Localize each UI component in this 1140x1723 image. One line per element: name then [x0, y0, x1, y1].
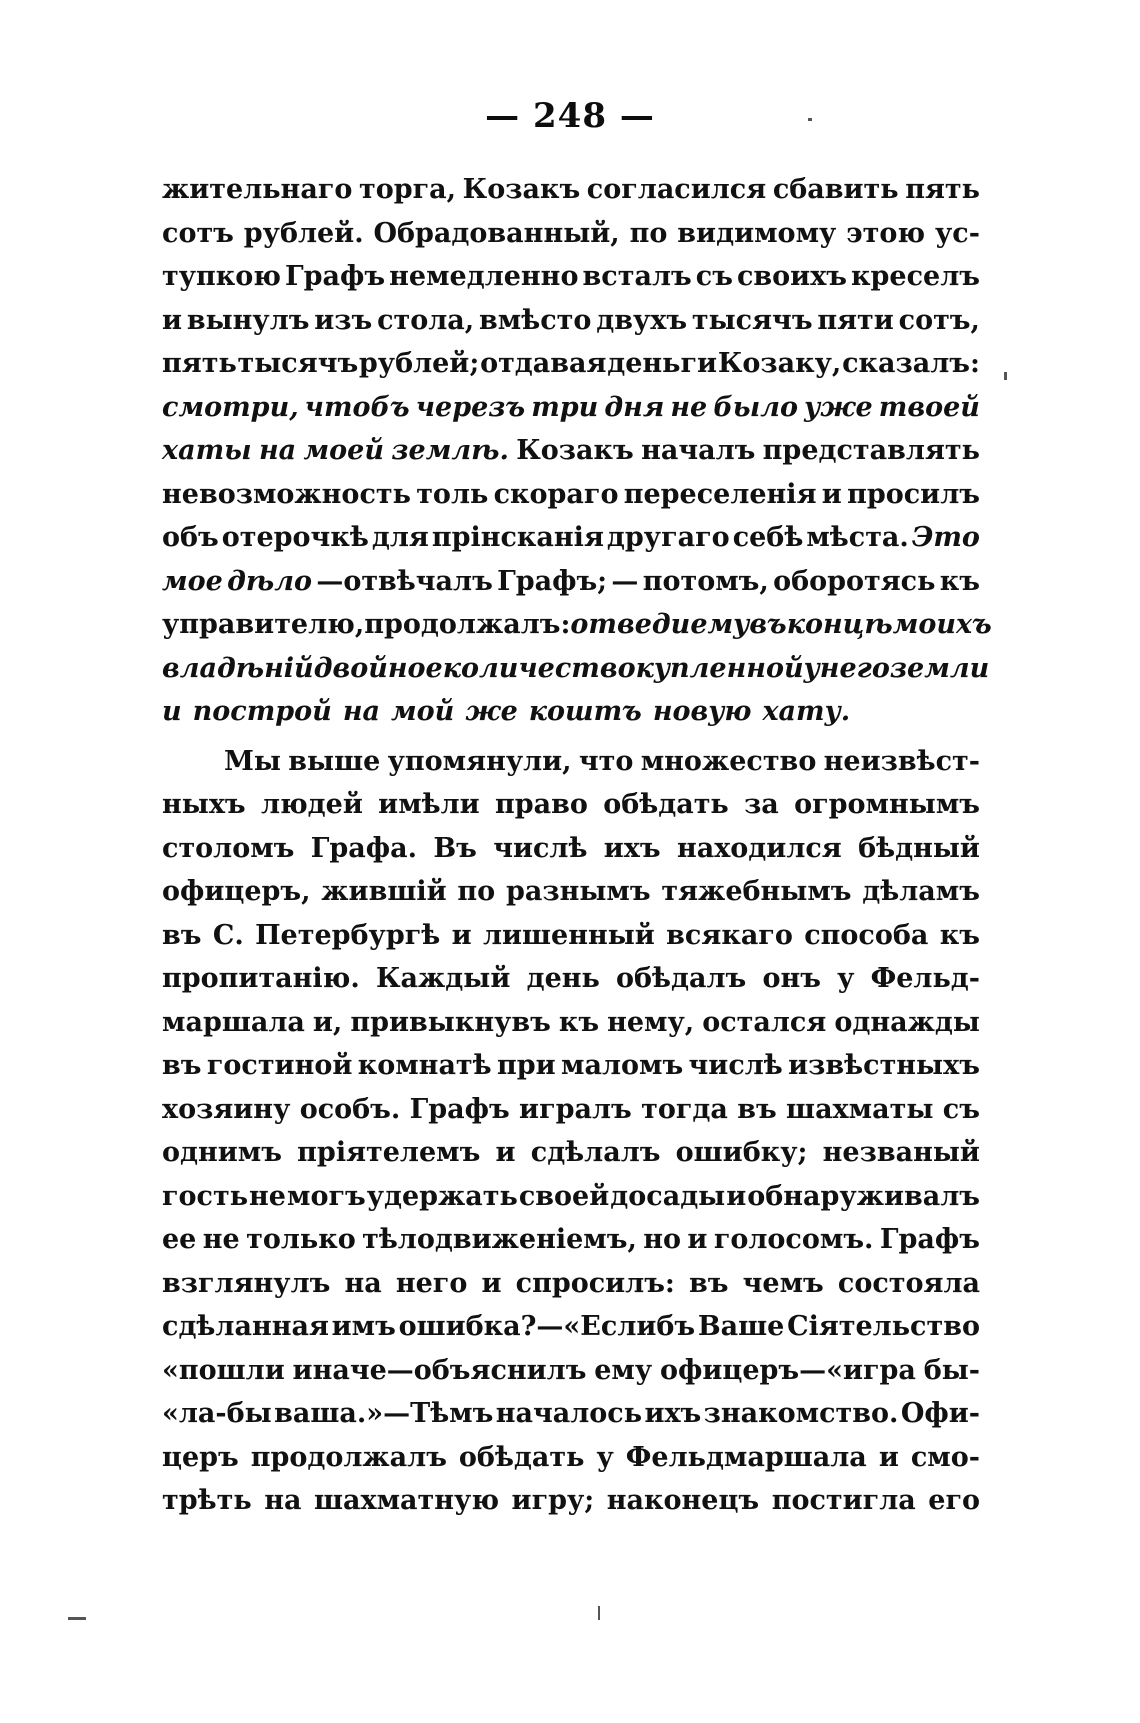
text-line — [162, 1305, 980, 1349]
word: и, — [312, 1006, 343, 1038]
word: удержать — [366, 1180, 518, 1212]
word: постигла — [771, 1485, 916, 1516]
word: маломъ — [561, 1050, 684, 1081]
word: «пошли — [162, 1354, 285, 1386]
word: право — [495, 789, 588, 820]
word: Графъ — [879, 1224, 980, 1255]
word: незваный — [822, 1137, 980, 1168]
word: Козаку, — [717, 348, 842, 379]
word: всякаго — [666, 919, 793, 951]
word: шахматную — [313, 1485, 500, 1516]
text-line — [162, 342, 980, 386]
word: Офи- — [900, 1398, 980, 1429]
word: дѣло — [227, 565, 313, 597]
word: для — [371, 522, 429, 553]
word: иначе—объяснилъ — [292, 1354, 587, 1386]
word: него — [395, 1267, 468, 1299]
word: и — [495, 1137, 516, 1168]
word: сдѣланная — [162, 1311, 329, 1342]
word: ихъ — [644, 1398, 702, 1429]
word: лишенный — [482, 919, 655, 951]
word: день — [526, 963, 600, 994]
word: спросилъ: — [515, 1267, 675, 1299]
word: нему, — [607, 1006, 695, 1038]
word: обѣдалъ — [616, 963, 747, 994]
word: при — [497, 1050, 556, 1081]
word: рублей; — [358, 348, 480, 379]
word: сотъ, — [898, 304, 980, 336]
word: этою — [846, 217, 926, 249]
word: управителю, — [162, 609, 365, 640]
text-line — [162, 740, 980, 784]
text-line — [162, 1088, 980, 1132]
word: чтобъ — [304, 391, 410, 423]
word: къ — [558, 1006, 600, 1038]
text-line — [162, 168, 980, 212]
word: досады — [610, 1180, 726, 1212]
word: шахматы — [786, 1093, 934, 1125]
word: только — [246, 1224, 356, 1255]
word: чемъ — [742, 1267, 824, 1299]
word: пять — [162, 348, 237, 379]
word: его — [928, 1485, 980, 1516]
word: и — [481, 1267, 502, 1299]
text-line — [162, 473, 980, 517]
word: взглянулъ — [162, 1267, 331, 1299]
word: толь — [416, 478, 489, 510]
word: церъ — [162, 1441, 239, 1473]
word: изъ — [314, 304, 373, 336]
word: по — [457, 876, 496, 907]
word: прінсканія — [431, 522, 604, 553]
text-line — [162, 870, 980, 914]
text-line — [162, 647, 990, 691]
word: съ — [695, 261, 733, 292]
word: отерочкѣ — [221, 522, 369, 553]
word: — — [611, 565, 639, 597]
word: продолжалъ — [250, 1441, 447, 1473]
word: числѣ — [493, 832, 588, 864]
word: концѣ — [786, 609, 893, 640]
text-line — [162, 299, 980, 343]
body-text — [162, 168, 992, 1523]
word: моихъ — [892, 609, 992, 640]
word: остался — [702, 1006, 827, 1038]
word: владѣній — [162, 652, 314, 684]
word: въ — [749, 609, 787, 640]
word: особъ. — [299, 1093, 401, 1125]
word: «ла-бы — [162, 1398, 272, 1429]
word: коштъ — [528, 696, 642, 727]
word: переселенія — [623, 478, 817, 510]
word: моей — [303, 435, 384, 466]
word: имѣли — [378, 789, 480, 820]
word: по — [629, 217, 668, 249]
word: игру; — [511, 1485, 595, 1516]
word: ошибку; — [675, 1137, 808, 1168]
word: знакомство. — [703, 1398, 899, 1429]
text-line — [162, 429, 980, 473]
text-line — [162, 212, 980, 256]
word: сотъ — [162, 217, 234, 249]
word: тяжебнымъ — [661, 876, 852, 907]
word: Въ — [433, 832, 477, 864]
word: упомянули, — [387, 745, 572, 777]
word: и — [162, 304, 183, 336]
word: съ — [942, 1093, 980, 1125]
word: Петербургѣ — [255, 919, 441, 951]
text-line — [162, 386, 980, 430]
text-line — [162, 1218, 980, 1262]
word: пять — [905, 174, 980, 205]
word: смотри, — [162, 391, 299, 423]
text-line — [162, 914, 980, 958]
word: сказалъ: — [842, 348, 980, 379]
word: не — [202, 1224, 240, 1255]
word: купленной — [635, 652, 804, 684]
word: извѣстныхъ — [788, 1050, 980, 1081]
word: въ — [689, 1267, 729, 1299]
word: видимому — [677, 217, 837, 249]
word: ихъ — [603, 832, 661, 864]
word: деньги — [607, 348, 718, 379]
word: однимъ — [162, 1137, 282, 1168]
text-line — [162, 1001, 980, 1045]
word: въ — [737, 1093, 777, 1125]
word: немедленно — [389, 261, 579, 292]
word: него — [819, 652, 890, 684]
word: множество — [640, 745, 817, 777]
word: мое — [162, 565, 223, 597]
word: Ваше — [697, 1311, 785, 1342]
word: Графъ — [285, 261, 386, 292]
scan-speck — [598, 1606, 600, 1620]
word: черезъ — [415, 391, 526, 423]
word: маршала — [162, 1006, 305, 1038]
word: смо- — [910, 1441, 980, 1473]
word: и — [726, 1180, 747, 1212]
word: сбавить — [772, 174, 899, 205]
word: объ — [162, 522, 219, 553]
word: неизвѣст- — [823, 745, 980, 777]
word: тѣлодвиженіемъ, — [362, 1224, 637, 1255]
word: могъ — [286, 1180, 366, 1212]
word: у — [803, 652, 820, 684]
word: выше — [288, 745, 381, 777]
word: игралъ — [519, 1093, 632, 1125]
word: дѣламъ — [862, 876, 980, 907]
word: не — [670, 391, 708, 423]
word: Фельд- — [870, 963, 980, 994]
scan-speck — [1004, 372, 1007, 380]
text-line — [162, 1436, 980, 1480]
word: Сіятельство — [787, 1311, 980, 1342]
word: пріятелемъ — [297, 1137, 481, 1168]
word: но — [643, 1224, 682, 1255]
word: тысячъ — [691, 304, 813, 336]
word: онъ — [762, 963, 821, 994]
word: за — [744, 789, 779, 820]
word: твоей — [878, 391, 980, 423]
word: жившій — [321, 876, 447, 907]
word: однажды — [834, 1006, 980, 1038]
text-line — [162, 1262, 980, 1306]
word: у — [596, 1441, 614, 1473]
word: наконецъ — [606, 1485, 760, 1516]
word: и — [821, 478, 842, 510]
word: себѣ — [732, 522, 804, 553]
word: ее — [162, 1224, 197, 1255]
word: скораго — [493, 478, 619, 510]
word: гость — [162, 1180, 249, 1212]
word: ему — [594, 1354, 653, 1386]
text-line — [162, 255, 980, 299]
word: и — [162, 696, 182, 727]
word: и — [687, 1224, 708, 1255]
word: на — [342, 696, 380, 727]
word: двойное — [313, 652, 443, 684]
word: гостиной — [206, 1050, 353, 1081]
word: состояла — [837, 1267, 980, 1299]
word: комнатѣ — [357, 1050, 492, 1081]
word: земли — [889, 652, 990, 684]
word: офицеръ—«игра — [659, 1354, 916, 1386]
text-line — [162, 783, 980, 827]
word: три — [531, 391, 599, 423]
word: бѣдный — [858, 832, 980, 864]
word: въ — [162, 1050, 202, 1081]
word: стола, — [377, 304, 475, 336]
word: своихъ — [736, 261, 847, 292]
word: ныхъ — [162, 789, 246, 820]
text-line — [162, 1131, 980, 1175]
word: Каждый — [375, 963, 511, 994]
word: ус- — [935, 217, 980, 249]
word: на — [344, 1267, 382, 1299]
word: на — [264, 1485, 302, 1516]
text-line — [162, 1392, 980, 1436]
word: огромнымъ — [794, 789, 980, 820]
word: двухъ — [596, 304, 688, 336]
text-line — [162, 1349, 980, 1393]
word: Обрадованный, — [373, 217, 620, 249]
word: къ — [939, 919, 980, 951]
word: не — [249, 1180, 286, 1212]
word: обнаруживалъ — [747, 1180, 980, 1212]
word: у — [837, 963, 855, 994]
word: Козакъ — [462, 174, 581, 205]
word: привыкнувъ — [350, 1006, 551, 1038]
word: было — [713, 391, 799, 423]
word: Козакъ — [516, 435, 634, 466]
word: невозможность — [162, 478, 411, 510]
word: мой — [391, 696, 455, 727]
word: началось — [495, 1398, 643, 1429]
word: построй — [192, 696, 332, 727]
word: рублей. — [243, 217, 364, 249]
word: обѣдать — [603, 789, 729, 820]
word: тогда — [641, 1093, 728, 1125]
word: сдѣлалъ — [530, 1137, 661, 1168]
word: отдавая — [480, 348, 607, 379]
word: трѣть — [162, 1485, 252, 1516]
word: людей — [260, 789, 363, 820]
word: же — [465, 696, 518, 727]
word: землѣ. — [391, 435, 509, 466]
word: Графа. — [310, 832, 417, 864]
word: жительнаго — [162, 174, 353, 205]
word: отведи — [570, 609, 691, 640]
text-line — [162, 1044, 980, 1088]
word: Графъ — [409, 1093, 510, 1125]
word: ошибка?—«Еслибъ — [398, 1311, 696, 1342]
word: ему — [690, 609, 750, 640]
word: на — [258, 435, 297, 466]
word: началъ — [641, 435, 756, 466]
word: голосомъ. — [713, 1224, 874, 1255]
text-line — [162, 516, 980, 560]
word: вмѣсто — [479, 304, 592, 336]
word: просилъ — [847, 478, 980, 510]
word: Фельдмаршала — [625, 1441, 867, 1473]
word: количество — [442, 652, 636, 684]
word: тупкою — [162, 261, 281, 292]
scan-speck — [68, 1617, 86, 1620]
word: оборотясь — [773, 565, 936, 597]
word: въ — [162, 919, 202, 951]
text-line — [162, 1479, 980, 1523]
word: Графъ; — [497, 565, 608, 597]
word: числѣ — [688, 1050, 783, 1081]
word: мѣста. — [806, 522, 909, 553]
word: всталъ — [582, 261, 692, 292]
word: продолжалъ: — [364, 609, 571, 640]
word: хату. — [762, 696, 851, 727]
word: уже — [804, 391, 873, 423]
word: способа — [804, 919, 929, 951]
word: новую — [652, 696, 752, 727]
word: разнымъ — [505, 876, 651, 907]
word: столомъ — [162, 832, 295, 864]
word: хозяину — [162, 1093, 291, 1125]
word: тысячъ — [237, 348, 359, 379]
scan-speck — [808, 118, 812, 121]
word: находился — [676, 832, 842, 864]
word: бы- — [923, 1354, 980, 1386]
text-line — [162, 957, 980, 1001]
word: пропитанію. — [162, 963, 360, 994]
word: согласился — [586, 174, 767, 205]
word: потомъ, — [642, 565, 769, 597]
word: пяти — [817, 304, 894, 336]
word: и — [451, 919, 472, 951]
word: —отвѣчалъ — [316, 565, 493, 597]
word: хаты — [162, 435, 252, 466]
text-line — [162, 1175, 980, 1219]
word: дня — [604, 391, 665, 423]
word: С. — [212, 919, 244, 951]
word: Мы — [224, 745, 281, 777]
text-line — [162, 690, 980, 734]
word: другаго — [606, 522, 730, 553]
word: офицеръ, — [162, 876, 311, 907]
text-line — [162, 827, 980, 871]
text-line — [162, 560, 980, 604]
word: имъ — [331, 1311, 396, 1342]
word: обѣдать — [458, 1441, 585, 1473]
text-line — [162, 603, 992, 647]
page-number: — 248 — — [485, 96, 655, 136]
word: къ — [939, 565, 980, 597]
word: креселъ — [851, 261, 980, 292]
word: представлять — [762, 435, 980, 466]
word: торга, — [358, 174, 457, 205]
word: своей — [518, 1180, 610, 1212]
word: вынулъ — [186, 304, 310, 336]
word: ваша.»—Тѣмъ — [274, 1398, 494, 1429]
word: и — [878, 1441, 899, 1473]
word: Это — [911, 522, 980, 553]
word: что — [578, 745, 634, 777]
